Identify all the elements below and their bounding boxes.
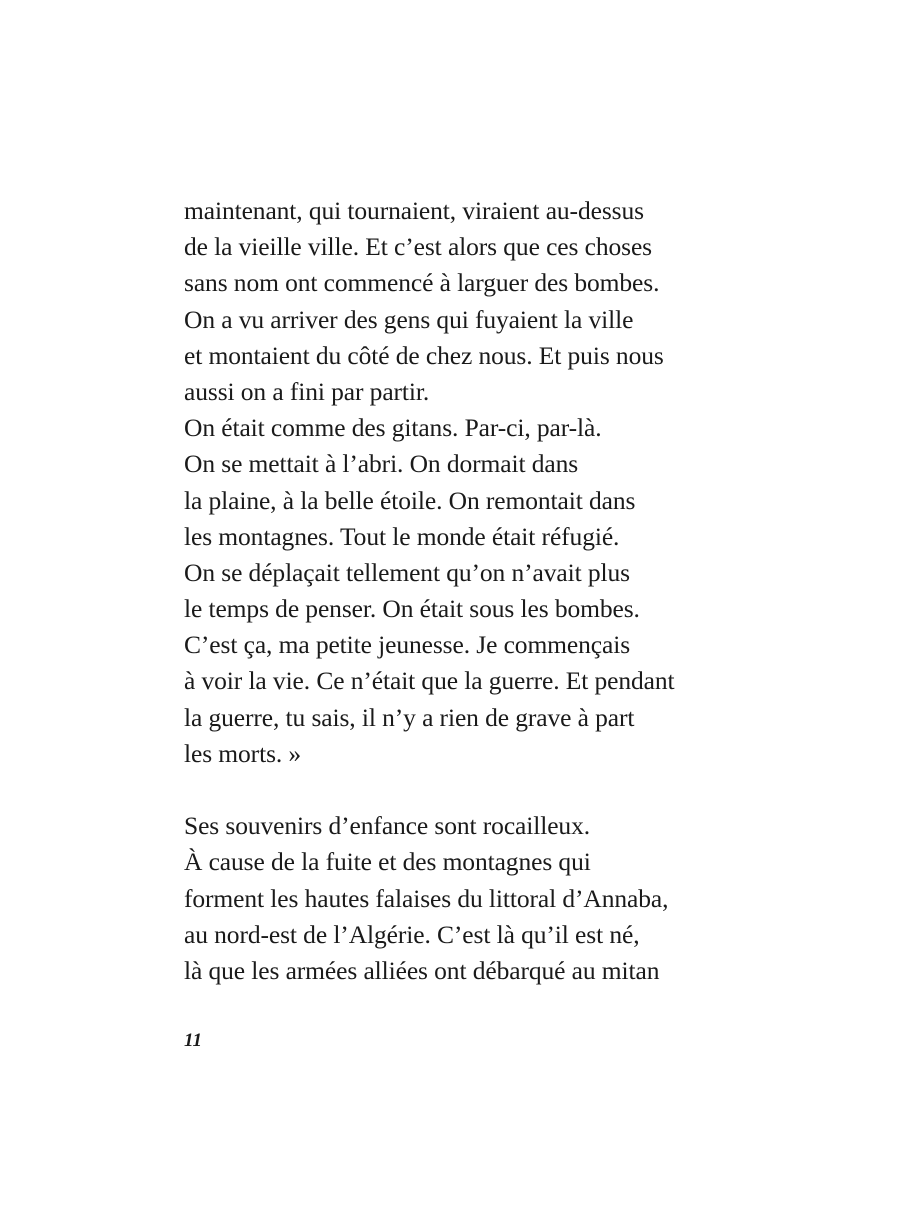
text-line: au nord-est de l’Algérie. C’est là qu’il est né, (184, 919, 640, 949)
page-number: 11 (184, 1030, 202, 1051)
text-line: sans nom ont commencé à larguer des bombes. (184, 268, 660, 298)
text-line: la guerre, tu sais, il n’y a rien de grave à part (184, 702, 635, 732)
text-line: là que les armées alliées ont débarqué au mitan (184, 955, 660, 985)
text-line: Ses souvenirs d’enfance sont rocailleux. (184, 811, 591, 841)
text-line: la plaine, à la belle étoile. On remontait dans (184, 485, 636, 515)
text-line: C’est ça, ma petite jeunesse. Je commençais (184, 630, 631, 660)
text-line: le temps de penser. On était sous les bombes. (184, 594, 640, 624)
text-line: et montaient du côté de chez nous. Et puis nous (184, 340, 664, 370)
text-line: On était comme des gitans. Par-ci, par-là. (184, 413, 602, 443)
paragraph-1 (184, 193, 744, 772)
paragraph-2 (184, 808, 744, 989)
text-line: forment les hautes falaises du littoral d’Annaba, (184, 883, 669, 913)
text-line: les montagnes. Tout le monde était réfugié. (184, 521, 620, 551)
text-line: de la vieille ville. Et c’est alors que ces choses (184, 232, 652, 262)
page-body (184, 193, 744, 989)
text-line: maintenant, qui tournaient, viraient au-dessus (184, 196, 644, 225)
text-line: On se mettait à l’abri. On dormait dans (184, 449, 579, 479)
text-line: On a vu arriver des gens qui fuyaient la ville (184, 304, 634, 334)
text-line: aussi on a fini par partir. (184, 376, 430, 406)
text-line: à voir la vie. Ce n’était que la guerre. Et pendant (184, 666, 675, 696)
paragraph-spacer (184, 772, 744, 808)
text-line: les morts. » (184, 738, 302, 768)
text-line: À cause de la fuite et des montagnes qui (184, 847, 591, 877)
text-line: On se déplaçait tellement qu’on n’avait plus (184, 557, 630, 587)
